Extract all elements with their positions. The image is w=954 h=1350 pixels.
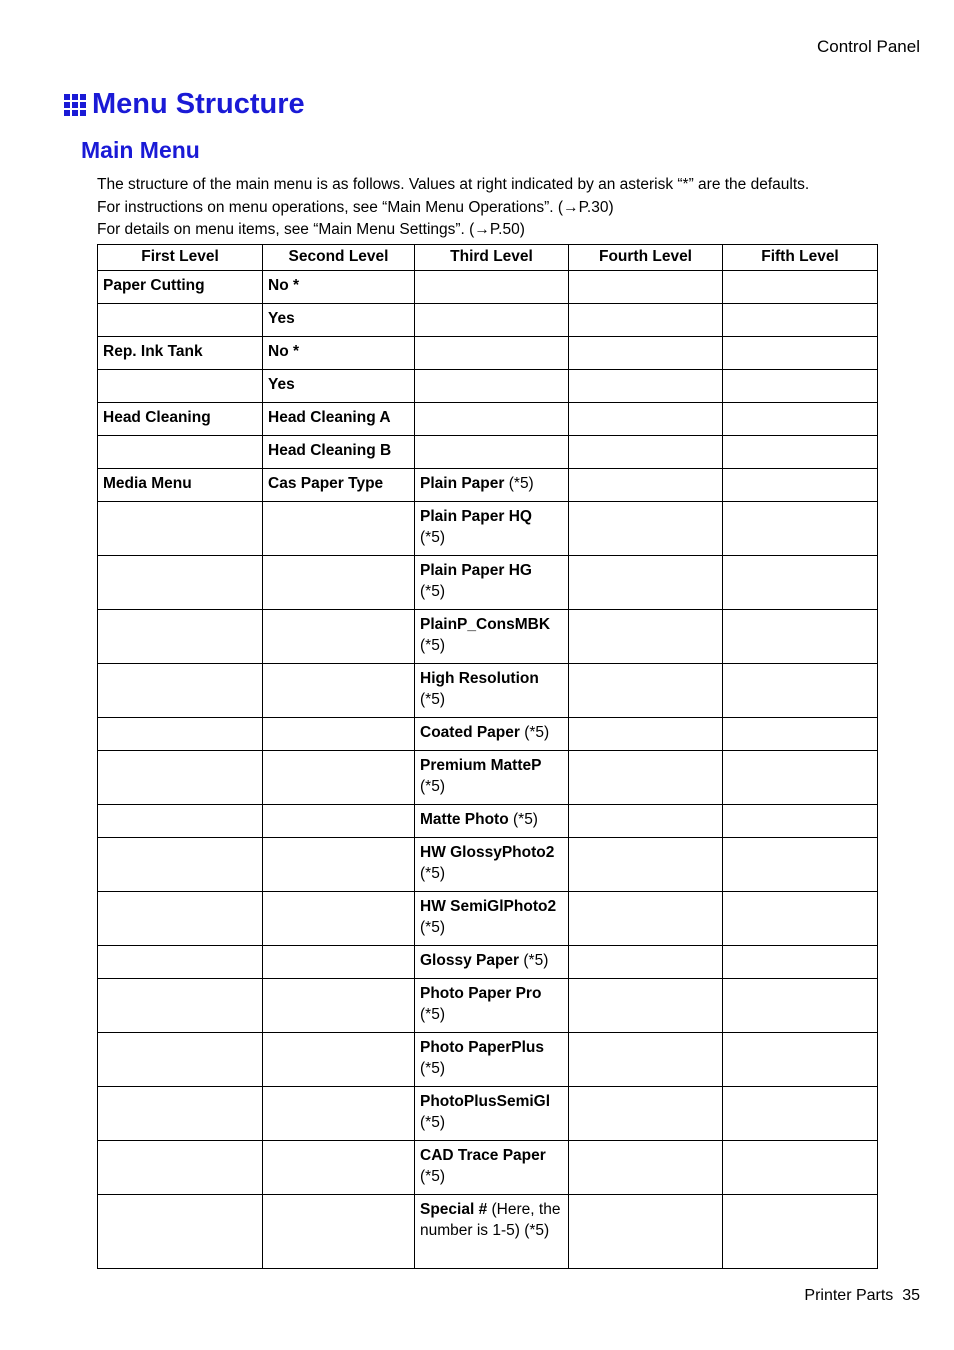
table-row: [98, 304, 878, 337]
third-level-note: (*5): [519, 952, 549, 969]
third-level-label: Coated Paper: [420, 724, 520, 741]
first-level-cell: [98, 1195, 263, 1269]
second-level-cell: Yes: [263, 304, 415, 337]
table-row: [98, 1195, 878, 1269]
fourth-level-cell: [569, 718, 723, 751]
third-level-label: Plain Paper: [420, 475, 505, 492]
third-level-label: HW GlossyPhoto2: [420, 844, 555, 861]
fourth-level-cell: [569, 1033, 723, 1087]
third-level-label: Photo Paper Pro: [420, 985, 542, 1002]
third-level-cell: [415, 1195, 569, 1269]
third-level-label: Photo PaperPlus: [420, 1039, 545, 1056]
page-number: 35: [902, 1287, 920, 1304]
fourth-level-cell: [569, 1087, 723, 1141]
fifth-level-cell: [723, 979, 878, 1033]
first-level-cell: [98, 805, 263, 838]
column-header: Second Level: [263, 245, 415, 271]
second-level-cell: [263, 805, 415, 838]
fourth-level-cell: [569, 556, 723, 610]
table-row: [98, 469, 878, 502]
column-header: Third Level: [415, 245, 569, 271]
first-level-cell: Head Cleaning: [98, 403, 263, 436]
fifth-level-cell: [723, 1087, 878, 1141]
fifth-level-cell: [723, 271, 878, 304]
third-level-note: (*5): [420, 691, 445, 708]
fourth-level-cell: [569, 403, 723, 436]
third-level-cell: [415, 979, 569, 1033]
fourth-level-cell: [569, 946, 723, 979]
intro-text: [97, 174, 809, 242]
table-row: [98, 718, 878, 751]
second-level-cell: [263, 1141, 415, 1195]
third-level-note: (*5): [420, 1168, 445, 1185]
first-level-cell: [98, 1087, 263, 1141]
table-row: [98, 838, 878, 892]
third-level-cell: [415, 271, 569, 304]
second-level-cell: [263, 502, 415, 556]
fourth-level-cell: [569, 892, 723, 946]
fifth-level-cell: [723, 718, 878, 751]
table-row: [98, 610, 878, 664]
second-level-cell: Cas Paper Type: [263, 469, 415, 502]
fifth-level-cell: [723, 502, 878, 556]
third-level-cell: [415, 1087, 569, 1141]
third-level-note: (*5): [420, 529, 445, 546]
third-level-cell: [415, 946, 569, 979]
third-level-cell: [415, 838, 569, 892]
fifth-level-cell: [723, 892, 878, 946]
third-level-label: Glossy Paper: [420, 952, 520, 969]
fifth-level-cell: [723, 370, 878, 403]
third-level-label: CAD Trace Paper: [420, 1147, 546, 1164]
fifth-level-cell: [723, 469, 878, 502]
third-level-label: Plain Paper HQ: [420, 508, 532, 525]
first-level-cell: [98, 556, 263, 610]
table-row: [98, 1141, 878, 1195]
fifth-level-cell: [723, 610, 878, 664]
third-level-label: Premium MatteP: [420, 757, 542, 774]
second-level-cell: [263, 664, 415, 718]
third-level-label: Plain Paper HG: [420, 562, 532, 579]
fourth-level-cell: [569, 337, 723, 370]
third-level-cell: [415, 556, 569, 610]
third-level-cell: [415, 370, 569, 403]
first-level-cell: [98, 838, 263, 892]
fourth-level-cell: [569, 1195, 723, 1269]
second-level-cell: [263, 610, 415, 664]
first-level-cell: [98, 610, 263, 664]
fifth-level-cell: [723, 838, 878, 892]
third-level-cell: [415, 751, 569, 805]
second-level-cell: [263, 979, 415, 1033]
first-level-cell: [98, 892, 263, 946]
first-level-cell: [98, 502, 263, 556]
table-header-row: [98, 245, 878, 271]
third-level-note: (*5): [420, 865, 445, 882]
second-level-cell: [263, 718, 415, 751]
second-level-cell: [263, 1087, 415, 1141]
first-level-cell: [98, 946, 263, 979]
fifth-level-cell: [723, 1033, 878, 1087]
fourth-level-cell: [569, 304, 723, 337]
third-level-cell: [415, 304, 569, 337]
fifth-level-cell: [723, 556, 878, 610]
section-heading: [64, 88, 305, 121]
page-title: Menu Structure: [92, 88, 305, 120]
table-row: [98, 979, 878, 1033]
table-row: [98, 1033, 878, 1087]
third-level-label: PlainP_ConsMBK: [420, 616, 551, 633]
second-level-cell: Head Cleaning B: [263, 436, 415, 469]
column-header: First Level: [98, 245, 263, 271]
first-level-cell: [98, 370, 263, 403]
third-level-note: (*5): [519, 724, 550, 741]
second-level-cell: [263, 751, 415, 805]
third-level-cell: [415, 337, 569, 370]
column-header: Fifth Level: [723, 245, 878, 271]
third-level-cell: [415, 892, 569, 946]
second-level-cell: Head Cleaning A: [263, 403, 415, 436]
fourth-level-cell: [569, 838, 723, 892]
third-level-cell: [415, 664, 569, 718]
first-level-cell: Rep. Ink Tank: [98, 337, 263, 370]
second-level-cell: No *: [263, 337, 415, 370]
third-level-note: (*5): [420, 637, 445, 654]
fourth-level-cell: [569, 436, 723, 469]
fourth-level-cell: [569, 751, 723, 805]
first-level-cell: [98, 664, 263, 718]
third-level-note: (*5): [420, 1060, 445, 1077]
page-footer: [804, 1287, 920, 1305]
second-level-cell: [263, 892, 415, 946]
fourth-level-cell: [569, 370, 723, 403]
table-row: [98, 1087, 878, 1141]
table-row: [98, 403, 878, 436]
third-level-cell: [415, 1141, 569, 1195]
fifth-level-cell: [723, 403, 878, 436]
table-row: [98, 337, 878, 370]
fourth-level-cell: [569, 664, 723, 718]
third-level-label: HW SemiGlPhoto2: [420, 898, 557, 915]
third-level-note: (*5): [504, 475, 534, 492]
fifth-level-cell: [723, 1141, 878, 1195]
third-level-label: High Resolution: [420, 670, 539, 687]
third-level-cell: [415, 502, 569, 556]
table-row: [98, 892, 878, 946]
third-level-note: (*5): [420, 1006, 445, 1023]
table-row: [98, 502, 878, 556]
third-level-note: (*5): [420, 583, 445, 600]
column-header: Fourth Level: [569, 245, 723, 271]
third-level-cell: [415, 403, 569, 436]
fourth-level-cell: [569, 469, 723, 502]
second-level-cell: [263, 1195, 415, 1269]
first-level-cell: [98, 436, 263, 469]
table-row: [98, 556, 878, 610]
third-level-cell: [415, 718, 569, 751]
second-level-cell: [263, 1033, 415, 1087]
third-level-note: (*5): [420, 778, 445, 795]
first-level-cell: Paper Cutting: [98, 271, 263, 304]
third-level-cell: [415, 469, 569, 502]
menu-structure-table: [97, 244, 878, 1269]
running-header: Control Panel: [816, 37, 920, 56]
fifth-level-cell: [723, 751, 878, 805]
third-level-label: PhotoPlusSemiGl: [420, 1093, 551, 1110]
first-level-cell: [98, 979, 263, 1033]
fourth-level-cell: [569, 271, 723, 304]
fourth-level-cell: [569, 1141, 723, 1195]
table-row: [98, 946, 878, 979]
fourth-level-cell: [569, 610, 723, 664]
table-row: [98, 271, 878, 304]
table-row: [98, 370, 878, 403]
third-level-note: (Here, the number is 1-5) (*5): [420, 1201, 561, 1239]
third-level-note: (*5): [420, 1114, 445, 1131]
first-level-cell: [98, 718, 263, 751]
table-row: [98, 664, 878, 718]
second-level-cell: [263, 946, 415, 979]
fifth-level-cell: [723, 805, 878, 838]
table-row: [98, 805, 878, 838]
third-level-cell: [415, 610, 569, 664]
fifth-level-cell: [723, 664, 878, 718]
first-level-cell: [98, 751, 263, 805]
table-row: [98, 436, 878, 469]
first-level-cell: [98, 304, 263, 337]
fifth-level-cell: [723, 436, 878, 469]
subsection-title: Main Menu: [81, 137, 200, 163]
second-level-cell: Yes: [263, 370, 415, 403]
third-level-cell: [415, 1033, 569, 1087]
third-level-label: Special #: [420, 1201, 488, 1218]
second-level-cell: No *: [263, 271, 415, 304]
second-level-cell: [263, 556, 415, 610]
table-row: [98, 751, 878, 805]
third-level-cell: [415, 436, 569, 469]
third-level-cell: [415, 805, 569, 838]
menu-grid-icon: [64, 94, 86, 116]
footer-label: Printer Parts: [804, 1287, 894, 1304]
second-level-cell: [263, 838, 415, 892]
fourth-level-cell: [569, 502, 723, 556]
first-level-cell: [98, 1141, 263, 1195]
intro-line: For details on menu items, see “Main Menu Settings”. (→P.50): [97, 221, 525, 238]
fourth-level-cell: [569, 979, 723, 1033]
fifth-level-cell: [723, 1195, 878, 1269]
third-level-note: (*5): [420, 919, 445, 936]
fifth-level-cell: [723, 304, 878, 337]
fifth-level-cell: [723, 337, 878, 370]
fourth-level-cell: [569, 805, 723, 838]
intro-line: The structure of the main menu is as follows. Values at right indicated by an asterisk “*” are the defaults.: [97, 176, 810, 193]
first-level-cell: Media Menu: [98, 469, 263, 502]
intro-line: For instructions on menu operations, see “Main Menu Operations”. (→P.30): [97, 198, 614, 216]
third-level-note: (*5): [508, 811, 538, 828]
first-level-cell: [98, 1033, 263, 1087]
third-level-label: Matte Photo: [420, 811, 509, 828]
fifth-level-cell: [723, 946, 878, 979]
